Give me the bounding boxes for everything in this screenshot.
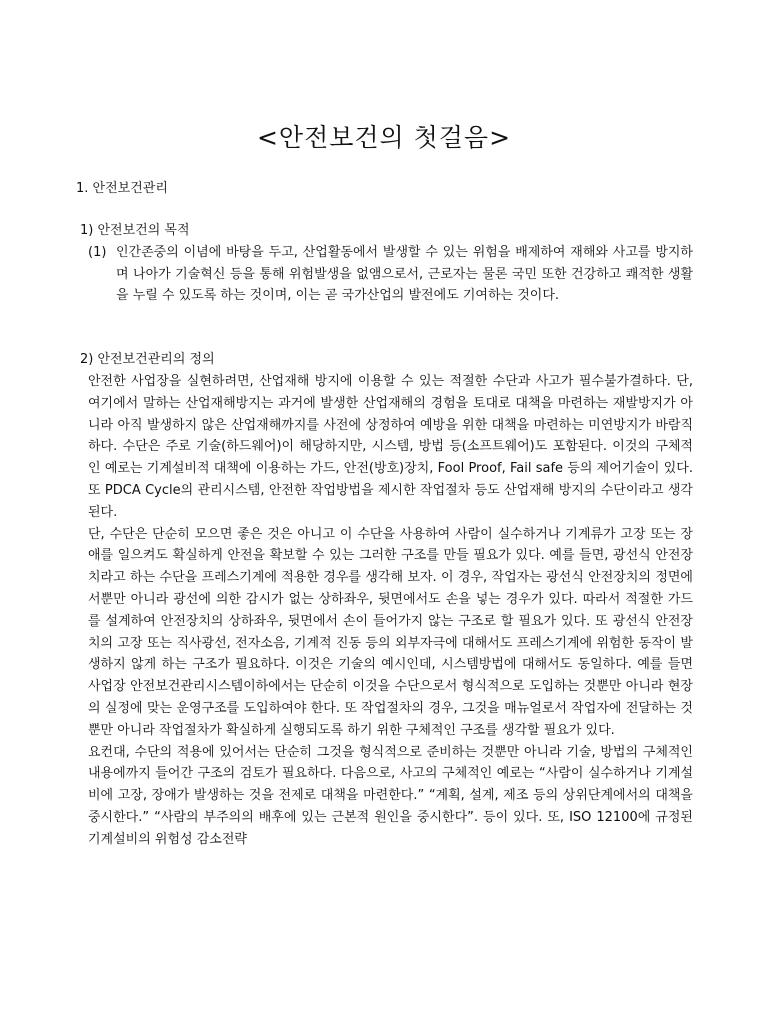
definition-paragraph-3: 요컨대, 수단의 적용에 있어서는 단순히 그것을 형식적으로 준비하는 것뿐만 아니라 기술, 방법의 구체적인 내용에까지 들어간 구조의 검토가 필요하다. 다음으로, 사고의 구체적인 예로는 “사람이 실수하거나 기계설비에 고장, 장애가 발생하는 것을 전제로 대책을 마련한다.” “계획, 설계, 제조 등의 상위단계에서의 대책을 중시한다.” “사람의 부주의의 배후에 있는 근본적 원인을 중시한다”. 등이 있다. 또, ISO 12100에 규정된 기계설비의 위험성 감소전략 — [88, 744, 693, 847]
subsection-heading-definition: 2) 안전보건관리의 정의 — [80, 352, 215, 367]
section-heading-safety-management: 1. 안전보건관리 — [76, 181, 168, 196]
purpose-paragraph: 인간존중의 이념에 바탕을 두고, 산업활동에서 발생할 수 있는 위험을 배제하여 재해와 사고를 방지하며 나아가 기술혁신 등을 통해 위험발생을 없앰으로서, 근로자는 물론 국민 또한 건강하고 쾌적한 생활을 누릴 수 있도록 하는 것이며, 이는 곧 국가산업의 발전에도 기여하는 것이다. — [116, 245, 693, 303]
definition-paragraph-1: 안전한 사업장을 실현하려면, 산업재해 방지에 이용할 수 있는 적절한 수단과 사고가 필수불가결하다. 단, 여기에서 말하는 산업재해방지는 과거에 발생한 산업재해의 경험을 토대로 대책을 마련하는 재발방지가 아니라 아직 발생하지 않은 산업재해까지를 사전에 상정하여 예방을 위한 대책을 마련하는 미연방지가 바람직하다. 수단은 주로 기술(하드웨어)이 해당하지만, 시스템, 방법 등(소프트웨어)도 포함된다. 이것의 구체적인 예로는 기계설비적 대책에 이용하는 가드, 안전(방호)장치, Fool Proof, Fail safe 등의 제어기술이 있다. 또 PDCA Cycle의 관리시스템, 안전한 작업방법을 제시한 작업절차 등도 산업재해 방지의 수단이라고 생각된다. — [88, 374, 693, 520]
subsection-heading-purpose: 1) 안전보건의 목적 — [80, 223, 190, 238]
definition-body — [88, 371, 693, 851]
document-title: <안전보건의 첫걸음> — [256, 123, 512, 152]
purpose-list-item — [88, 242, 693, 307]
definition-paragraph-2: 단, 수단은 단순히 모으면 좋은 것은 아니고 이 수단을 사용하여 사람이 실수하거나 기계류가 고장 또는 장애를 일으켜도 확실하게 안전을 확보할 수 있는 그러한 구조를 만들 필요가 있다. 예를 들면, 광선식 안전장치라고 하는 수단을 프레스기계에 적용한 경우를 생각해 보자. 이 경우, 작업자는 광선식 안전장치의 정면에서뿐만 아니라 광선에 의한 감시가 없는 상하좌우, 뒷면에서도 손을 넣는 경우가 있다. 따라서 적절한 가드를 설계하여 안전장치의 상하좌우, 뒷면에서 손이 들어가지 않는 구조로 할 필요가 있다. 또 광선식 안전장치의 고장 또는 직사광선, 전자소음, 기계적 진동 등의 외부자극에 대해서도 프레스기계에 위험한 동작이 발생하지 않게 하는 구조가 필요하다. 이것은 기술의 예시인데, 시스템방법에 대해서도 동일하다. 예를 들면 사업장 안전보건관리시스템이하에서는 단순히 이것을 수단으로서 형식적으로 도입하는 것뿐만 아니라 현장의 실정에 맞는 운영구조를 도입하여야 한다. 또 작업절차의 경우, 그것을 매뉴얼로서 작업자에 전달하는 것뿐만 아니라 작업절차가 확실하게 실행되도록 하기 위한 구체적인 구조를 생각할 필요가 있다. — [88, 526, 693, 738]
list-item-number: (1) — [88, 245, 107, 260]
